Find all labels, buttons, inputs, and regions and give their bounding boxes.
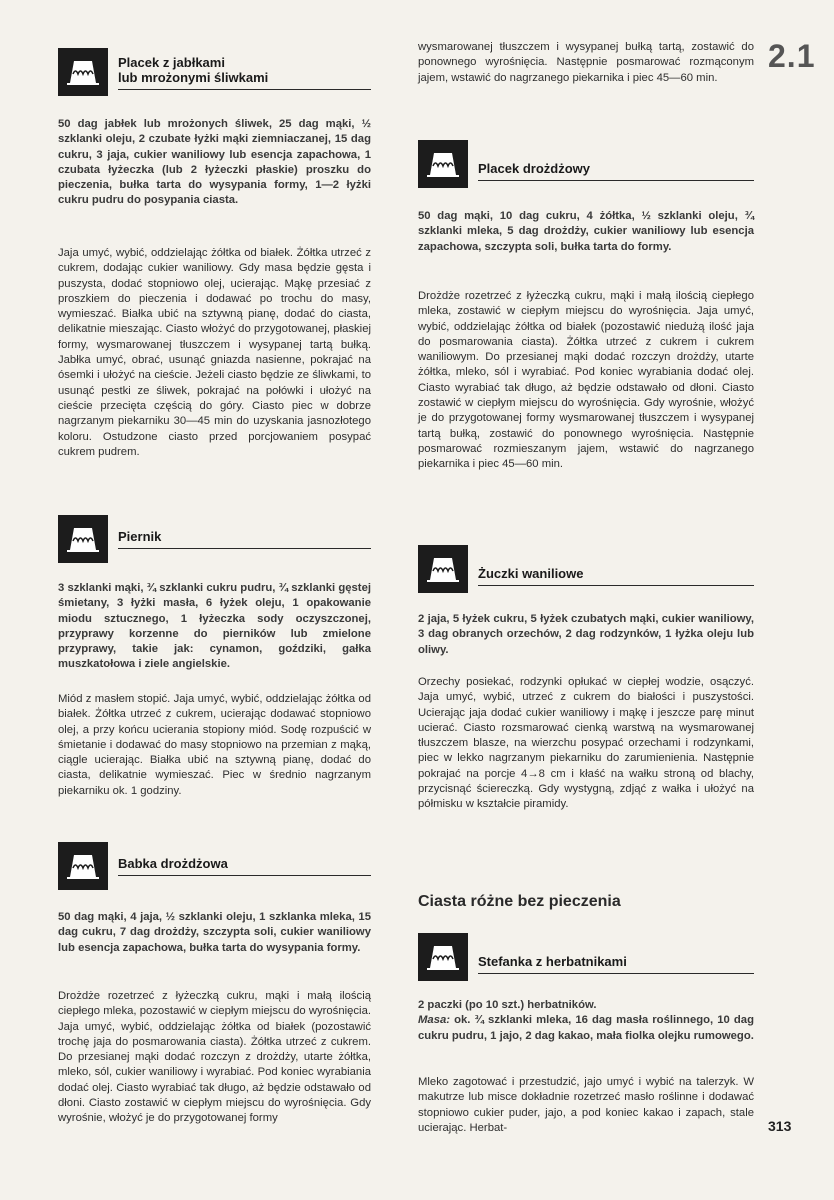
recipe-header-zuczki <box>418 545 754 593</box>
recipe-title: Babka drożdżowa <box>118 856 228 871</box>
instructions-placek-drozdzowy: Drożdże rozetrzeć z łyżeczką cukru, mąki i małą ilością ciepłego mleka, zostawić w ciepłym miejscu do wyrośnięcia. Jaja umyć, wybić, oddzielając żółtka od białek (pozostawić niedużą ilość jaja do posmarowania ciasta). Żółtka utrzeć z cukrem i cukrem waniliowym. Do przesianej mąki dodać rozczyn drożdży, utarte żółtka, mleko, sól i wyrabiać. Pod koniec wyrabiania dodać olej. Ciasto wyrabiać tak długo, aż będzie odstawało od dłoni. Ciasto zostawić w ciepłym miejscu do wyrośnięcia. Gdy wyrośnie, włożyć je do przygotowanej formy wysmarowanej tłuszczem i wysypanej tartą bułką, zostawić do ponownego wyrośnięcia. Następnie posmarować rozmieszanym jajem, wstawić do nagrzanego piekarnika i piec 45—60 min. <box>418 290 754 471</box>
recipe-title: Placek z jabłkami lub mrożonymi śliwkami <box>118 54 269 85</box>
chapter-marker: 2.1 <box>768 38 816 74</box>
ingredients-rest: ok. ¾ szklanki mleka, 16 dag masła roślinnego, 10 dag cukru pudru, 1 jajo, 2 dag kakao, mała fiolka olejku rumowego. <box>418 1014 754 1042</box>
instructions-babka: Drożdże rozetrzeć z łyżeczką cukru, mąki i małą ilością ciepłego mleka, pozostawić w ciepłym miejscu do wyrośnięcia. Jaja umyć, wybić, oddzielając żółtka od białek (pozostawić trochę jaja do posmarowania ciasta). Żółtka utrzeć z cukrem. Do przesianej mąki dodać rozczyn z drożdży, utarte żółtka, mleko, sól, cukier waniliowy i wyrabiać. Pod koniec wyrabiania dodać olej. Ciasto wyrabiać tak długo, aż będzie odstawało od dłoni. Ciasto zostawić w ciepłym miejscu do wyrośnięcia. Gdy wyrośnie, włożyć je do przygotowanej formy <box>58 990 371 1125</box>
instructions-placek-continued: wysmarowanej tłuszczem i wysypanej bułką tartą, zostawić do ponownego wyrośnięcia. Następnie posmarować rozmąconym jajem, wstawić do nagrzanego piekarnika i piec 45—60 min. <box>418 41 754 84</box>
cake-icon <box>418 933 468 981</box>
ingredients-line: 2 paczki (po 10 szt.) herbatników. <box>418 999 597 1011</box>
cake-icon <box>58 48 108 96</box>
section-heading: Ciasta różne bez pieczenia <box>418 893 621 910</box>
instructions-placek-jablka: Jaja umyć, wybić, oddzielając żółtka od białek. Żółtka utrzeć z cukrem, dodając cukier waniliowy. Gdy masa będzie gęsta i puszysta, dodać stopniowo olej, ucierając. Mąkę przesiać z proszkiem do pieczenia i dodawać po trochu do masy, wymieszać. Białka ubić na sztywną pianę, dodać do ciasta, delikatnie mieszając. Ciasto włożyć do przygotowanej, płaskiej formy, wysmarowanej tłuszczem i wysypanej tartą bułką. Jabłka umyć, obrać, usunąć gniazda nasienne, pokrajać na ósemki i ułożyć na cieście. Jeżeli ciasto będzie ze śliwkami, to usunąć pestki ze śliwek, pokrajać na połówki i ułożyć na cieście przecięta częścią do góry. Ciasto piec w dobrze nagrzanym piekarniku 30—45 min do uzyskania jasnozłotego koloru. Ostudzone ciasto przed porcjowaniem posypać cukrem pudrem. <box>58 247 371 458</box>
recipe-header-placek-jablka <box>58 48 371 96</box>
recipe-header-piernik <box>58 515 371 563</box>
recipe-header-stefanka <box>418 933 754 981</box>
instructions-zuczki: Orzechy posiekać, rodzynki opłukać w ciepłej wodzie, osączyć. Jaja umyć, wybić, utrzeć z cukrem do białości i puszystości. Ucierając jaja dodać cukier waniliowy i mąkę i jeszcze parę minut ucierać. Ciasto rozsmarować cienką warstwą na wysmarowanej tłuszczem blasze, na wierzchu posypać orzechami i rodzynkami, piec w lekko nagrzanym piekarniku do zarumienienia. Następnie pokrajać na porcje 4→8 cm i kłaść na wałku stroną od blachy, przycisnąć ściereczką. Gdy wystygną, zdjąć z wałka i ułożyć na półmisku w kształcie piramidy. <box>418 676 754 811</box>
recipe-header-placek-drozdzowy <box>418 140 754 188</box>
ingredients-babka: 50 dag mąki, 4 jaja, ½ szklanki oleju, 1 szklanka mleka, 15 dag cukru, 7 dag drożdży, szczypta soli, cukier waniliowy lub esencja zapachowa, bułka tarta do wysypania formy. <box>58 911 371 954</box>
ingredients-placek-drozdzowy: 50 dag mąki, 10 dag cukru, 4 żółtka, ½ szklanki oleju, ¾ szklanki mleka, 5 dag drożdży, cukier waniliowy lub esencja zapachowa, szczypta soli, bułka tarta do formy. <box>418 210 754 253</box>
ingredients-stefanka <box>418 998 754 1044</box>
recipe-title: Żuczki waniliowe <box>478 566 584 581</box>
ingredients-lead: Masa: <box>418 1014 451 1027</box>
cake-icon <box>58 842 108 890</box>
ingredients-piernik: 3 szklanki mąki, ¾ szklanki cukru pudru, ¾ szklanki gęstej śmietany, 3 łyżki masła, 6 łyżek oleju, 1 opakowanie miodu sztucznego, 1 łyżeczka sody oczyszczonej, przyprawy korzenne do pierników lub zmielone przyprawy, takie jak: cynamon, goździki, gałka muszkatołowa i ziele angielskie. <box>58 582 371 671</box>
ingredients-placek-jablka: 50 dag jabłek lub mrożonych śliwek, 25 dag mąki, ½ szklanki oleju, 2 czubate łyżki mąki ziemniaczanej, 15 dag cukru, 3 jaja, cukier waniliowy lub esencja zapachowa, 1 czubata łyżeczka (lub 2 łyżeczki płaskie) proszku do pieczenia, bułka tarta do wysypania formy, 1—2 łyżki cukru pudru do posypania ciasta. <box>58 118 371 207</box>
instructions-piernik: Miód z masłem stopić. Jaja umyć, wybić, oddzielając żółtka od białek. Żółtka utrzeć z cukrem, ucierając dodawać stopniowo olej, a przy końcu ucierania stopiony miód. Sodę rozpuścić w śmietanie i dodawać do masy stopniowo na przemian z mąką, ciągle ucierając. Białka ubić na sztywną pianę, dodać do ciasta, delikatnie wymieszać. Piec w średnio nagrzanym piekarniku ok. 1 godziny. <box>58 693 371 797</box>
recipe-title: Piernik <box>118 529 162 544</box>
recipe-title: Placek drożdżowy <box>478 161 590 176</box>
cake-icon <box>58 515 108 563</box>
cake-icon <box>418 545 468 593</box>
instructions-stefanka: Mleko zagotować i przestudzić, jajo umyć i wybić na talerzyk. W makutrze lub misce dokładnie rozetrzeć masło roślinne i dodawać stopniowo cukier puder, jajo, a pod koniec kakao i zapach, stale ucierając. Herbat- <box>418 1076 754 1134</box>
recipe-header-babka <box>58 842 371 890</box>
cake-icon <box>418 140 468 188</box>
recipe-title: Stefanka z herbatnikami <box>478 954 627 969</box>
page-number: 313 <box>768 1118 792 1134</box>
ingredients-zuczki: 2 jaja, 5 łyżek cukru, 5 łyżek czubatych mąki, cukier waniliowy, 3 dag obranych orzechów, 2 dag rodzynków, 1 łyżka oleju lub oliwy. <box>418 613 754 656</box>
